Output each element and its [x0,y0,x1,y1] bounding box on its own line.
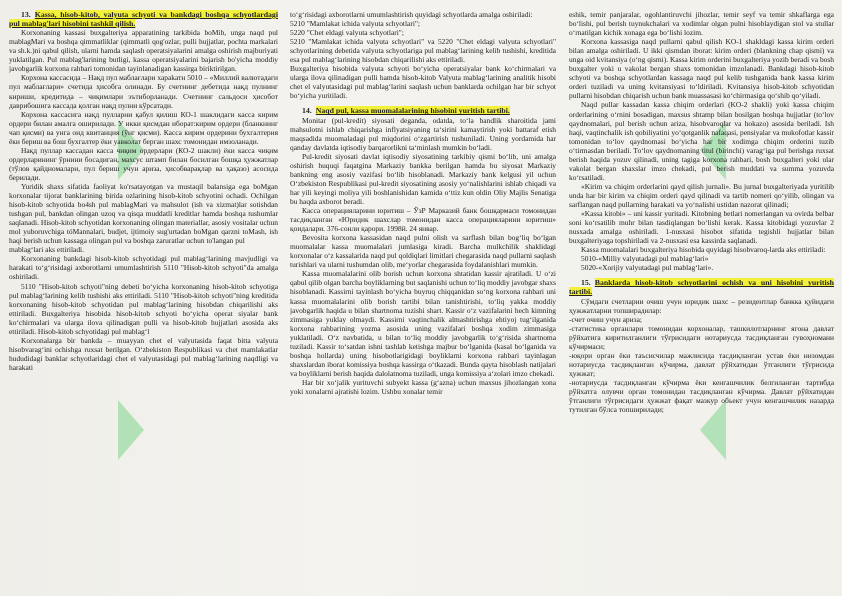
section-number: 14. [302,106,312,116]
paragraph: Касса операцияларини юритиш – ЎзР Марказий банк бошқармаси томонидан тасдиқланган «Юридик шахслар томонидан касса операцияларини юритиш» қоидалари. 376-сонли қарори. 1998й. 24 январ. [290,206,556,234]
paragraph: Сўмдаги счетларни очиш учун юридик шахс – резидентлар банкка қуйидаги ҳужжатларни топширадилар: [569,296,834,315]
section-title: Kassa, hisob-kitob, valyuta schyoti va bankdagi boshqa schyotlardagi pul mablag'lari hisobini tashkil qilish. [9,10,278,29]
paragraph: -нотариусда тасдиқланган кўчирма ёки кенгашчилик белгиланган тартибда рўйхатга олувчи орган томонидан тасдиқланган кўчирма. Давлат рўйхатидан ўтганлиги тўғрисидаги ҳужжат фақат мазкур объект учун кенгашчилик назарда тутилган бўлса топширилади; [569,377,834,415]
section-number: 13. [21,10,31,19]
paragraph: mablagʻlari aks ettiriladi. [9,245,84,255]
section-title: Naqd pul, kassa muomalalarining hisobini yuritish tartibi. [315,106,510,116]
paragraph: -статистика органлари томонидан корхоналар, ташкилотларнинг ягона давлат рўйхатига киритилганлиги тўғрисидаги нотариусда тасдиқланган гувоҳномани кўчирмаси; [569,323,834,351]
paragraph: eshik, temir panjaralar, ogohlantiruvchi jihozlar, temir seyf va temir shkaflarga ega boʻlishi, pul berish tuynukchalari va xodimlar olgan pulni hisoblaydigan stol va stullar oʻrnatilgan kichik xonaga ega boʻlishi lozim. [569,10,834,38]
paragraph: Yuridik shaxs sifatida faoliyat ko'rsatayotgan va mustaqil balansiga ega boMgan korxonalar tijorat banklarining birida ozlarining hisob-kitob schyotini ochadi. Ochilgan hisob-kitob schyotida bo4sh pul mablagMari va mahsulot (ish va xizmat)lar sotishdan tushgan pul, bankdan olingan uzoq va qisqa muddatli kreditlar hamda boshqa tushumlar saqlanadi. Hisob-kitob schyotidan korxonaning olingan materiallar, asosiy vositalar uchun mol yuboruvchiga tóMannalari, budjet, ijtimoiy sug'urtadan boMgan qarzni toMash, ish haqi berish uchun kassaga olingan pul va boshqa zaruratlar uchun to'langan pul [9,181,278,246]
paragraph: Har bir xoʻjalik yurituvchi subyekt kassa (gʻazna) uchun maxsus jihozlangan xona yoki xonalarni ajratishi lozim. Ushbu xonalar temir [290,377,556,396]
paragraph: 5010-«Milliy valyutadagi pul mablagʻlari» [581,254,709,264]
paragraph: Monitar (pul-kredit) siyosati deganda, odatda, toʻla bandlik sharoitida jami mahsulotni ishlab chiqarishga inflyatsiyaning taʻsirini kamaytirish yoki battaraf etish maqsadida muomaladagi pul miqdorini oʻzgartirish tushuniladi. Uning yordamida har qanday davlatda iqtisodiy barqarorlikni taʻminlash mumkin boʻladi. [290,115,556,152]
paragraph: toʻgʻrisidagi axborotlarni umumlashtirish quyidagi schyotlarda amalga oshiriladi: [290,10,533,19]
text-column-3 [569,10,834,592]
paragraph: 5220 "Chet eldagi valyuta schyotlari"; [290,28,404,38]
paragraph: «Kassa kitobi» – uni kassir yuritadi. Kitobning betlari nomerlangan va ovirda belbar soni koʻrsatilib muhr bilan tasdiqlangan boʻlishi kerak. Kassa kitobidagi yozuvlar 2 nusxada amalga oshiriladi. 1-nusxasi hisobot sifatida tegishli hujjatlar bilan buxgalteriyaga topshiriladi va 2-nusxasi esa kassirda saqlanadi. [569,209,834,246]
paragraph: 5210 "Mamlakat ichida valyuta schyotlari"; [290,19,420,29]
paragraph: 5110 "Hisob-kitob schyoti"ning debeti boʻyicha korxonaning hisob-kitob schyotiga pul mablagʻlarining kelib tushishi aks ettiriladi. 5110 "Hisob-kitob schyoti"ning kreditida korxonaning hisob-kitob schyotidan pul mablagʻlarining hisobdan chiqarilishi aks ettiriladi. Buxgalteriya hisobida hisob-kitob schyoti boʻyicha operat siyalar bank koʻchirmalari va ularga ilova qilinadigan pulli va hisob-kitob hujjatlari asosida aks ettiriladi. Hisob-kitob schyotidagi pul mablagʻl [9,281,278,336]
paragraph: -счет очиш учун ариза; [569,314,642,324]
paragraph: Bevosita korxona kassasidan naqd pulni olish va sarflash bilan bogʻliq boʻlgan muomalalar kassa muomalalari jumlasiga kiradi. Barcha mulkchilik shaklidagi korxonalar oʻz kassalarida naqd pul qoldiqlari limitlari chegarasida naqd pullarni saqlash turishlari va ularni tushumdan olib, meʻyorlar chegarasida foydalanishlari mumkin. [290,233,556,270]
paragraph: Buxgalteriya hisobida valyuta schyoti boʻyicha operatsiyalar bank koʻchirmalari va ularga ilova qilinadigan pulli hamda hisob-kitob Valyuta mablagʻlarining analitik hisobi chet el valyutasidagi pul mablagʻlarini saqlash uchun banklarda ochilgan har bir schyot boʻyicha yuritiladi. [290,64,556,101]
paragraph: Корхона кассасида – Нақд пул маблағлари хараkатн 5010 – «Миллий валютадаги пул маблағлари» счетида ҳисобга олинади. Бу счетнинг дебетида нақд пулнинг кириши, кредитида – чиқимлари эътиборланади. Счетнинг сальдоси ҳисобот даврибошига кассада қолган нақд пулни кўрсатади. [9,73,278,110]
paragraph: Korxonalarga bir bankda – muayyan chet el valyutasida faqat bitta valyuta hisobvaragʻini ochishga ruxsat berilgan. Oʻzbekiston Respublikasi va chet mamlakatlar hududidagi banklar schyotlaridagi chet el valyutasidagi pul mablagʻlarining naqdligi va harakati [9,335,278,372]
paragraph: Нақд пуллар кассадан касса чиқим ордерлари (КО-2 шакли) ёки касса чиқим ордерларининг ўрнини босадиган, махсус штамп билан босилган бошқа ҳужжатлар (тўлов қайдномалари, пул бериш учун ариза, ҳисобварақлар ва ҳақазо) асосида берилади. [9,145,278,182]
paragraph: Корхона кассасига нақд пулларни қабул қилиш КО-1 шаклидаги касса кирим ордери билан амалга оширилади. У икки қисмдан иборат:кирим ордери (бланкнинг чап қисми) ва унга оид квитанция (ўнг қисми). Касса кирим ордерини бухгалтерия ёки бериш ва бош бухгалтер ёки уавколат берган шахс томонидан имзоланади. [9,109,278,146]
paragraph: -юқори орган ёки таъсисчилар мажлисида тасдиқланган устав ёки низомдан нотариусда тасдиқланган кўчирма, давлат рўйхатидан ўтганлиги тўғрисида ҳужжат; [569,350,834,378]
text-column-1 [9,10,278,592]
paragraph: Naqd pullar kassadan kassa chiqim orderlari (KO-2 shakli) yoki kassa chiqim orderlarining oʻrnini bosadigan, maxsus shtamp bilan bosilgan boshqa hujjatlar (toʻlov qaydnomalari, pul berish uchun ariza, hisobvaroqlar va hokazo) asosida beriladi. Ish haqi, vaqtinchalik ish qobiliyatini yoʻqotganlik nafaqasi, pensiyalar va mukofotlar kassir tomonidan toʻlov qaydnomasi boʻyicha har bir xodimga chiqim orderini tuzib oʻtirmasdan beriladi. Toʻlov qaydnomaning titul (birinchi) varagʻiga pul berishga ruxsat berish haqida yozuv qilinadi, uning tagiga korxona rahbari, bosh buxgalteri yoki ular vakolat bergan shaxslar imzo chekadi, pul berish muddati va summa yozuvda koʻrsatiladi. [569,100,834,182]
section-heading-13 [9,10,278,28]
section-heading-15 [569,278,834,296]
section-number: 15. [581,278,591,288]
paragraph: «Kirim va chiqim orderlarini qayd qilish jurnali». Bu jurnal buxgalteriyada yuritilib unda har bir kirim va chiqim orderi qayd qilinadi va tartib nomeri qoʻyilib, olingan va sarflangan naqd pullarning harakati va yoʻnalishi ustidan nazorat qilinadi; [569,181,834,209]
paragraph: Korxonaning kassasi buxgalteriya apparatining tarkibida boMib, unga naqd pul mablagMari va boshqa qimmatliklar (qimmatli qog'ozlar, pulli hujjatlar, pochta markalari va sh.k.)ni qabul qilish, ularni hamda saqlash operatsiyalarini amalga oshirish majburiyati yuklatilgan. Pul mablag'larining butligi, kassa operatsiyalarini bajarish bo'yicha moddiy javobgarlik korxona rahbari tomonidan tayinlanadigan kassirga biriktirilgan. [9,28,278,74]
paragraph: 5210 "Mamlakat ichida valyuta schyotlari" va 5220 "Chet eldagi valyuta schyotlari" schyotlarining debetida valyuta schyotlariga pul mablagʻlarining kelib tushishi, kreditida esa pul mablagʻlarining hisobdan chiqarilishi aks ettiriladi. [290,37,556,65]
paragraph: Kassa muomalalari buxgalteriya hisobida quyidagi hisobvaroq-larda aks ettiriladi: [581,245,826,255]
paragraph: Korxona kassasiga naqd pullarni qabul qilish KO-1 shakldagi kassa kirim orderi bilan amalga oshiriladi. U ikki qismdan iborat: kirim orderi (blankning chap qismi) va unga oid kvitansiya (oʻng qismi). Kassa kirim orderini buxgalteriya yozib beradi va bosh buxgalter yoki u vakolat bergan shaxs tomonidan imzolanadi. Bankdagi hisob-kitob schyoti va boshqa schyotlardan kassaga naqd pul kelib tushganida bank kassa kirim orderi tuziladi va uning kvitansiyasi toʻldiriladi. Kvitansiya hisob-kitob schyotidan pullarni hisobdan chiqarish uchun bank muassasasi koʻchirmasiga qoʻshib qoʻyiladi. [569,37,834,101]
paragraph: Kassa muomalalarini olib borish uchun korxona shtatidan kassir ajratiladi. U oʻzi qabul qilib olgan barcha boyliklarning but saqlanishi uchun toʻliq moddiy javobgar shaxs hisoblanadi. Kassirni tayinlash boʻyicha buyruq chiqqanidan soʻng korxona rahbari uni kassa muomalalarini olib borish tartibi bilan tanishtirishi, toʻliq yakka moddiy javobgarlik haqida u bilan shartnoma tuzishi shart. Kassir oʻz vazifalarini hech kimning zimmasiga yuklay olmaydi. Kassirni vaqtinchalik almashtirishga ehtiyoj tugʻilganida korxona rahbarining yozma asosida uning vazifalari boshqa xodim zimmasiga yuklatiladi. Oʻz navbatida, u bilan toʻliq moddiy javobgarlik toʻgʻrisida shartnoma tuziladi. Kassir toʻsatdan ishni tashlab ketishga majbur boʻlganida (kasal boʻlganida va boshqa hollarda) uning hisobotlarigidagi boyliklarni korxona rahbari tayinlagan shaxslardan iborat komissiya boshqa kassirga oʻtkazadi. Bunda qayta hisoblash natijalari va boyliklarni berish haqida dalolatnoma tuziladi, unga komissiya aʻzolari imzo chekadi. [290,269,556,378]
section-title: Banklarda hisob-kitob schyotlarini ochish va uni hisobini yuritish tartibi. [569,278,834,297]
paragraph: Korxonaning bankdagi hisob-kitob schyotidagi pul mablagʻlarining mavjudligi va harakati toʻgʻrisidagi axborotlarni umumlashtirish 5110 "Hisob-kitob schyoti"da amalga oshiriladi. [9,254,278,282]
paragraph: Pul-kredit siyosati davlat iqtisodiy siyosatining tarkibiy qismi boʻlib, uni amalga oshirish huquqi faqatgina Markaziy bankka berilgan hamda bu siyosat Markaziy bankning eng asosiy vazifasi boʻlib hisoblanadi. Markaziy bank kelgusi yil uchun Oʻzbekiston Respublikasi pul-kredit siyosatining asosiy yoʻnalishlarini ishlab chiqadi va har yili keyingi moliya yili boshlanishidan kamida oʻttiz kun oldin Oliy Majlis Senatiga bu haqda axborot beradi. [290,151,556,206]
paragraph: 5020-«Xorijiy valyutadagi pul mablagʻlari». [581,263,714,273]
text-column-2 [290,10,556,592]
section-heading-14 [290,106,556,115]
